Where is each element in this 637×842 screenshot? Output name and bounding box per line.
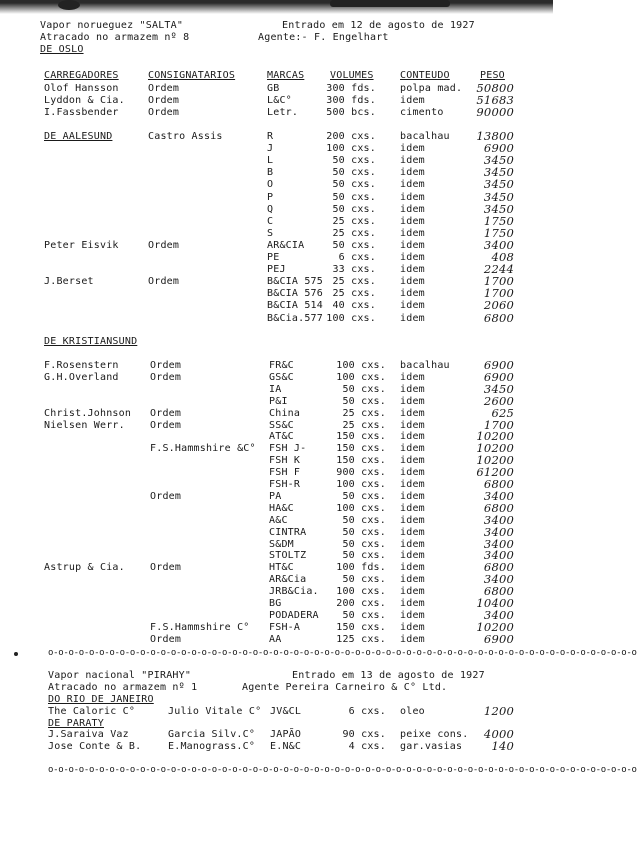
- cell-contents: idem: [400, 633, 425, 645]
- cell-weight: 625: [491, 405, 514, 420]
- cell-contents: idem: [400, 586, 425, 598]
- cell-volume: 150 cxs.: [336, 431, 386, 443]
- cell-volume: 40 cxs.: [332, 300, 376, 312]
- cell-weight: 1700: [483, 417, 514, 432]
- cell-mark: AT&C: [269, 431, 294, 443]
- cell-weight: 61200: [476, 465, 514, 480]
- cell-volume: 150 cxs.: [336, 443, 386, 455]
- cell-weight: 3400: [483, 536, 514, 551]
- cell-contents: idem: [400, 288, 425, 300]
- cell-shipper: The Caloric C°: [48, 706, 136, 717]
- cell-mark: FR&C: [269, 360, 294, 371]
- cell-mark: FSH K: [269, 455, 301, 467]
- cell-weight: 6800: [483, 310, 514, 325]
- cell-contents: idem: [400, 490, 425, 502]
- cell-consignee: Ordem: [150, 371, 182, 383]
- cell-contents: idem: [400, 203, 425, 215]
- cell-volume: 150 cxs.: [336, 455, 386, 467]
- cell-contents: gar.vasias: [400, 741, 463, 752]
- cell-volume: 50 cxs.: [342, 514, 386, 526]
- col-header-marks: MARCAS: [267, 70, 305, 81]
- cell-volume: 50 cxs.: [342, 550, 386, 562]
- cell-mark: GS&C: [269, 371, 294, 383]
- ship1-name: Vapor norueguez "SALTA": [40, 20, 184, 31]
- cell-consignee: Garcia Silv.C°: [168, 729, 256, 740]
- cell-weight: 6800: [483, 584, 514, 599]
- cell-contents: idem: [400, 431, 425, 443]
- ship2-name: Vapor nacional "PIRAHY": [48, 670, 192, 681]
- cell-volume: 33 cxs.: [332, 264, 376, 276]
- origin-oslo-heading: DE OSLO: [40, 44, 84, 55]
- cell-mark: GB: [267, 83, 280, 94]
- cell-mark: O: [267, 179, 274, 191]
- origin-kristiansund-heading: DE KRISTIANSUND: [44, 336, 138, 347]
- ship2-warehouse: Atracado no armazem nº 1: [48, 682, 198, 693]
- cell-shipper: Christ.Johnson: [44, 407, 132, 419]
- cell-mark: S&DM: [269, 538, 294, 550]
- cell-mark: B&Cia.577: [267, 312, 323, 324]
- cell-contents: oleo: [400, 706, 425, 717]
- origin-parati-heading: DE PARATY: [48, 718, 104, 729]
- cell-contents: idem: [400, 155, 425, 167]
- cell-contents: idem: [400, 167, 425, 179]
- cell-mark: E.N&C: [270, 741, 302, 752]
- cell-contents: polpa mad.: [400, 83, 463, 94]
- cell-contents: idem: [400, 502, 425, 514]
- cell-contents: idem: [400, 467, 425, 479]
- cell-volume: 100 fds.: [336, 562, 386, 574]
- cell-volume: 500 bcs.: [326, 107, 376, 118]
- cell-mark: L: [267, 155, 274, 167]
- cell-contents: idem: [400, 371, 425, 383]
- cell-weight: 3450: [483, 153, 514, 168]
- cell-volume: 50 cxs.: [332, 155, 376, 167]
- cell-mark: HT&C: [269, 562, 294, 574]
- cell-consignee: Ordem: [148, 95, 180, 106]
- col-header-consignees: CONSIGNATARIOS: [148, 70, 236, 81]
- cell-mark: B&CIA 575: [267, 276, 323, 288]
- origin-rio-heading: DO RIO DE JANEIRO: [48, 694, 154, 705]
- cell-contents: idem: [400, 598, 425, 609]
- cell-contents: bacalhau: [400, 360, 450, 371]
- cell-volume: 6 cxs.: [338, 252, 376, 263]
- cell-volume: 100 cxs.: [336, 502, 386, 514]
- cell-contents: peixe cons.: [400, 729, 469, 740]
- cell-mark: FSH-R: [269, 479, 301, 490]
- cell-volume: 150 cxs.: [336, 621, 386, 633]
- cell-weight: 10200: [476, 453, 514, 468]
- scan-dark-edge: [0, 0, 553, 16]
- cell-contents: idem: [400, 514, 425, 526]
- cell-consignee: Ordem: [148, 276, 180, 288]
- cell-volume: 50 cxs.: [342, 526, 386, 538]
- cell-consignee: E.Manograss.C°: [168, 741, 256, 752]
- cell-contents: idem: [400, 609, 425, 621]
- cell-weight: 10200: [476, 441, 514, 456]
- cell-consignee: Ordem: [150, 407, 182, 419]
- cell-volume: 200 cxs.: [326, 131, 376, 142]
- cell-mark: JAPÃO: [270, 729, 302, 740]
- cell-mark: Letr.: [267, 107, 299, 118]
- cell-contents: idem: [400, 264, 425, 276]
- cell-shipper: Lyddon & Cia.: [44, 95, 125, 106]
- cell-volume: 6 cxs.: [348, 706, 386, 717]
- cell-contents: idem: [400, 419, 425, 431]
- cell-volume: 200 cxs.: [336, 598, 386, 609]
- cell-shipper: I.Fassbender: [44, 107, 119, 118]
- cell-shipper: Jose Conte & B.: [48, 741, 142, 752]
- cell-weight: 1200: [483, 704, 514, 718]
- cell-contents: cimento: [400, 107, 444, 118]
- cell-weight: 2244: [483, 262, 514, 277]
- cell-contents: idem: [400, 179, 425, 191]
- cell-weight: 3450: [483, 381, 514, 396]
- cell-volume: 100 cxs.: [326, 143, 376, 155]
- cell-contents: idem: [400, 95, 425, 106]
- cell-mark: JV&CL: [270, 706, 302, 717]
- cell-mark: PEJ: [267, 264, 286, 276]
- cell-mark: Q: [267, 203, 274, 215]
- cell-weight: 50800: [476, 81, 514, 95]
- cell-volume: 50 cxs.: [342, 574, 386, 586]
- cell-weight: 140: [491, 739, 514, 753]
- cell-weight: 2600: [483, 393, 514, 408]
- cell-volume: 100 cxs.: [336, 479, 386, 490]
- cell-weight: 3400: [483, 512, 514, 527]
- cell-weight: 2060: [483, 298, 514, 313]
- cell-mark: PA: [269, 490, 282, 502]
- cell-volume: 4 cxs.: [348, 741, 386, 752]
- cell-contents: idem: [400, 562, 425, 574]
- cell-consignee: Ordem: [150, 562, 182, 574]
- cell-weight: 10200: [476, 619, 514, 634]
- cell-weight: 13800: [476, 129, 514, 143]
- cell-weight: 6800: [483, 560, 514, 575]
- ship1-arrival: Entrado em 12 de agosto de 1927: [282, 20, 475, 31]
- cell-volume: 125 cxs.: [336, 633, 386, 645]
- cell-volume: 100 cxs.: [336, 371, 386, 383]
- cell-contents: idem: [400, 239, 425, 251]
- cell-mark: HA&C: [269, 502, 294, 514]
- cell-mark: CINTRA: [269, 526, 307, 538]
- scan-smudge: [58, 0, 80, 10]
- cell-consignee: Ordem: [148, 83, 180, 94]
- scan-smudge: [330, 0, 450, 7]
- cell-contents: idem: [400, 395, 425, 407]
- cell-volume: 25 cxs.: [332, 215, 376, 227]
- cell-weight: 3450: [483, 165, 514, 180]
- cell-mark: FSH F: [269, 467, 301, 479]
- cell-shipper: F.Rosenstern: [44, 360, 119, 371]
- cell-weight: 3400: [483, 548, 514, 563]
- cell-mark: P: [267, 191, 274, 203]
- cell-mark: B&CIA 514: [267, 300, 323, 312]
- cell-consignee: Ordem: [150, 490, 182, 502]
- cell-weight: 6900: [483, 358, 514, 372]
- separator-line: o-o-o-o-o-o-o-o-o-o-o-o-o-o-o-o-o-o-o-o-o-o-o-o-o-o-o-o-o-o-o-o-o-o-o-o-o-o-o-o-o-o-o-o-o-o-o-o-o-o-o-o-o-o-o-o-o-o: [48, 648, 637, 658]
- cell-weight: 3450: [483, 177, 514, 192]
- cell-volume: 300 fds.: [326, 95, 376, 106]
- cell-volume: 100 cxs.: [336, 360, 386, 371]
- cell-weight: 408: [491, 250, 514, 264]
- cell-mark: JRB&Cia.: [269, 586, 319, 598]
- cell-shipper: G.H.Overland: [44, 371, 119, 383]
- cell-contents: idem: [400, 383, 425, 395]
- cell-mark: FSH-A: [269, 621, 301, 633]
- cell-weight: 6900: [483, 141, 514, 156]
- col-header-contents: CONTEUDO: [400, 70, 450, 81]
- cell-contents: idem: [400, 526, 425, 538]
- cell-consignee: Ordem: [148, 239, 180, 251]
- cell-contents: idem: [400, 276, 425, 288]
- cell-volume: 25 cxs.: [332, 227, 376, 239]
- cell-volume: 50 cxs.: [342, 395, 386, 407]
- cell-weight: 1750: [483, 213, 514, 228]
- cell-volume: 50 cxs.: [332, 239, 376, 251]
- ship1-agent: Agente:- F. Engelhart: [258, 32, 389, 43]
- scan-smudge: [14, 652, 18, 656]
- cell-volume: 90 cxs.: [342, 729, 386, 740]
- cell-weight: 3400: [483, 488, 514, 503]
- cell-volume: 25 cxs.: [332, 276, 376, 288]
- ship1-warehouse: Atracado no armazem nº 8: [40, 32, 190, 43]
- cell-volume: 50 cxs.: [342, 609, 386, 621]
- cell-contents: idem: [400, 227, 425, 239]
- cell-contents: idem: [400, 479, 425, 490]
- cell-mark: S: [267, 227, 274, 239]
- cell-consignee: Ordem: [148, 107, 180, 118]
- cell-contents: idem: [400, 574, 425, 586]
- cell-weight: 3400: [483, 607, 514, 622]
- cell-contents: idem: [400, 550, 425, 562]
- cell-volume: 100 cxs.: [326, 312, 376, 324]
- cell-contents: idem: [400, 252, 425, 263]
- cell-weight: 3400: [483, 572, 514, 587]
- cell-weight: 6900: [483, 369, 514, 384]
- cell-shipper: Peter Eisvik: [44, 239, 119, 251]
- cell-contents: idem: [400, 312, 425, 324]
- cell-mark: L&C°: [267, 95, 292, 106]
- cell-mark: STOLTZ: [269, 550, 307, 562]
- cell-volume: 50 cxs.: [342, 538, 386, 550]
- cell-contents: idem: [400, 143, 425, 155]
- cell-mark: IA: [269, 383, 282, 395]
- cell-agent: F.S.Hammshire &C°: [150, 443, 256, 455]
- cell-mark: SS&C: [269, 419, 294, 431]
- cell-weight: 90000: [476, 105, 514, 119]
- ship2-arrival: Entrado em 13 de agosto de 1927: [292, 670, 485, 681]
- cell-volume: 900 cxs.: [336, 467, 386, 479]
- cell-mark: AR&CIA: [267, 239, 305, 251]
- cell-mark: AR&Cia: [269, 574, 307, 586]
- cell-contents: idem: [400, 407, 425, 419]
- cell-mark: A&C: [269, 514, 288, 526]
- cell-contents: idem: [400, 538, 425, 550]
- cell-shipper: J.Berset: [44, 276, 94, 288]
- cell-shipper: Astrup & Cia.: [44, 562, 125, 574]
- cell-weight: 3450: [483, 201, 514, 216]
- cell-contents: bacalhau: [400, 131, 450, 142]
- cell-contents: idem: [400, 191, 425, 203]
- cell-shipper: J.Saraiva Vaz: [48, 729, 129, 740]
- cell-consignee: Ordem: [150, 360, 182, 371]
- cell-mark: PODADERA: [269, 609, 319, 621]
- cell-volume: 50 cxs.: [342, 383, 386, 395]
- cell-weight: 10400: [476, 596, 514, 610]
- cell-shipper: Olof Hansson: [44, 83, 119, 94]
- cell-volume: 50 cxs.: [332, 203, 376, 215]
- cell-mark: AA: [269, 633, 282, 645]
- cell-volume: 25 cxs.: [342, 407, 386, 419]
- cell-weight: 3400: [483, 237, 514, 252]
- cell-weight: 1700: [483, 286, 514, 301]
- separator-line: o-o-o-o-o-o-o-o-o-o-o-o-o-o-o-o-o-o-o-o-o-o-o-o-o-o-o-o-o-o-o-o-o-o-o-o-o-o-o-o-o-o-o-o-o-o-o-o-o-o-o-o-o-o-o-o-o-o: [48, 765, 637, 775]
- cell-consignee: Ordem: [150, 419, 182, 431]
- cell-mark: J: [267, 143, 274, 155]
- cell-mark: P&I: [269, 395, 288, 407]
- col-header-shippers: CARREGADORES: [44, 70, 119, 81]
- col-header-weight: PESO: [480, 70, 505, 81]
- cell-weight: 3450: [483, 189, 514, 204]
- cell-mark: PE: [267, 252, 280, 263]
- cell-volume: 25 cxs.: [332, 288, 376, 300]
- cell-volume: 25 cxs.: [342, 419, 386, 431]
- cell-weight: 4000: [483, 727, 514, 741]
- cell-consignee: Julio Vitale C°: [168, 706, 262, 717]
- cell-volume: 50 cxs.: [332, 191, 376, 203]
- cell-mark: FSH J-: [269, 443, 307, 455]
- cell-shipper: Nielsen Werr.: [44, 419, 125, 431]
- cell-volume: 50 cxs.: [332, 167, 376, 179]
- cell-contents: idem: [400, 455, 425, 467]
- cell-weight: 6800: [483, 477, 514, 491]
- cell-agent: F.S.Hammshire C°: [150, 621, 250, 633]
- cell-weight: 1700: [483, 274, 514, 289]
- cell-volume: 50 cxs.: [332, 179, 376, 191]
- cell-weight: 6900: [483, 631, 514, 646]
- cell-mark: BG: [269, 598, 282, 609]
- cell-contents: idem: [400, 215, 425, 227]
- cell-agent: Ordem: [150, 633, 182, 645]
- cell-consignee: Castro Assis: [148, 131, 223, 142]
- cell-volume: 300 fds.: [326, 83, 376, 94]
- cell-weight: 10200: [476, 429, 514, 444]
- cell-mark: C: [267, 215, 274, 227]
- cell-weight: 3400: [483, 524, 514, 539]
- cell-contents: idem: [400, 443, 425, 455]
- cell-contents: idem: [400, 621, 425, 633]
- col-header-volumes: VOLUMES: [330, 70, 374, 81]
- cell-weight: 1750: [483, 225, 514, 240]
- cell-volume: 50 cxs.: [342, 490, 386, 502]
- cell-mark: B&CIA 576: [267, 288, 323, 300]
- cell-mark: R: [267, 131, 274, 142]
- cell-mark: B: [267, 167, 274, 179]
- cell-weight: 6800: [483, 500, 514, 515]
- cell-volume: 100 cxs.: [336, 586, 386, 598]
- ship2-agent: Agente Pereira Carneiro & C° Ltd.: [242, 682, 448, 693]
- cell-mark: China: [269, 407, 301, 419]
- cell-weight: 51683: [476, 93, 514, 107]
- cell-contents: idem: [400, 300, 425, 312]
- origin-aalesund-heading: DE AALESUND: [44, 131, 113, 142]
